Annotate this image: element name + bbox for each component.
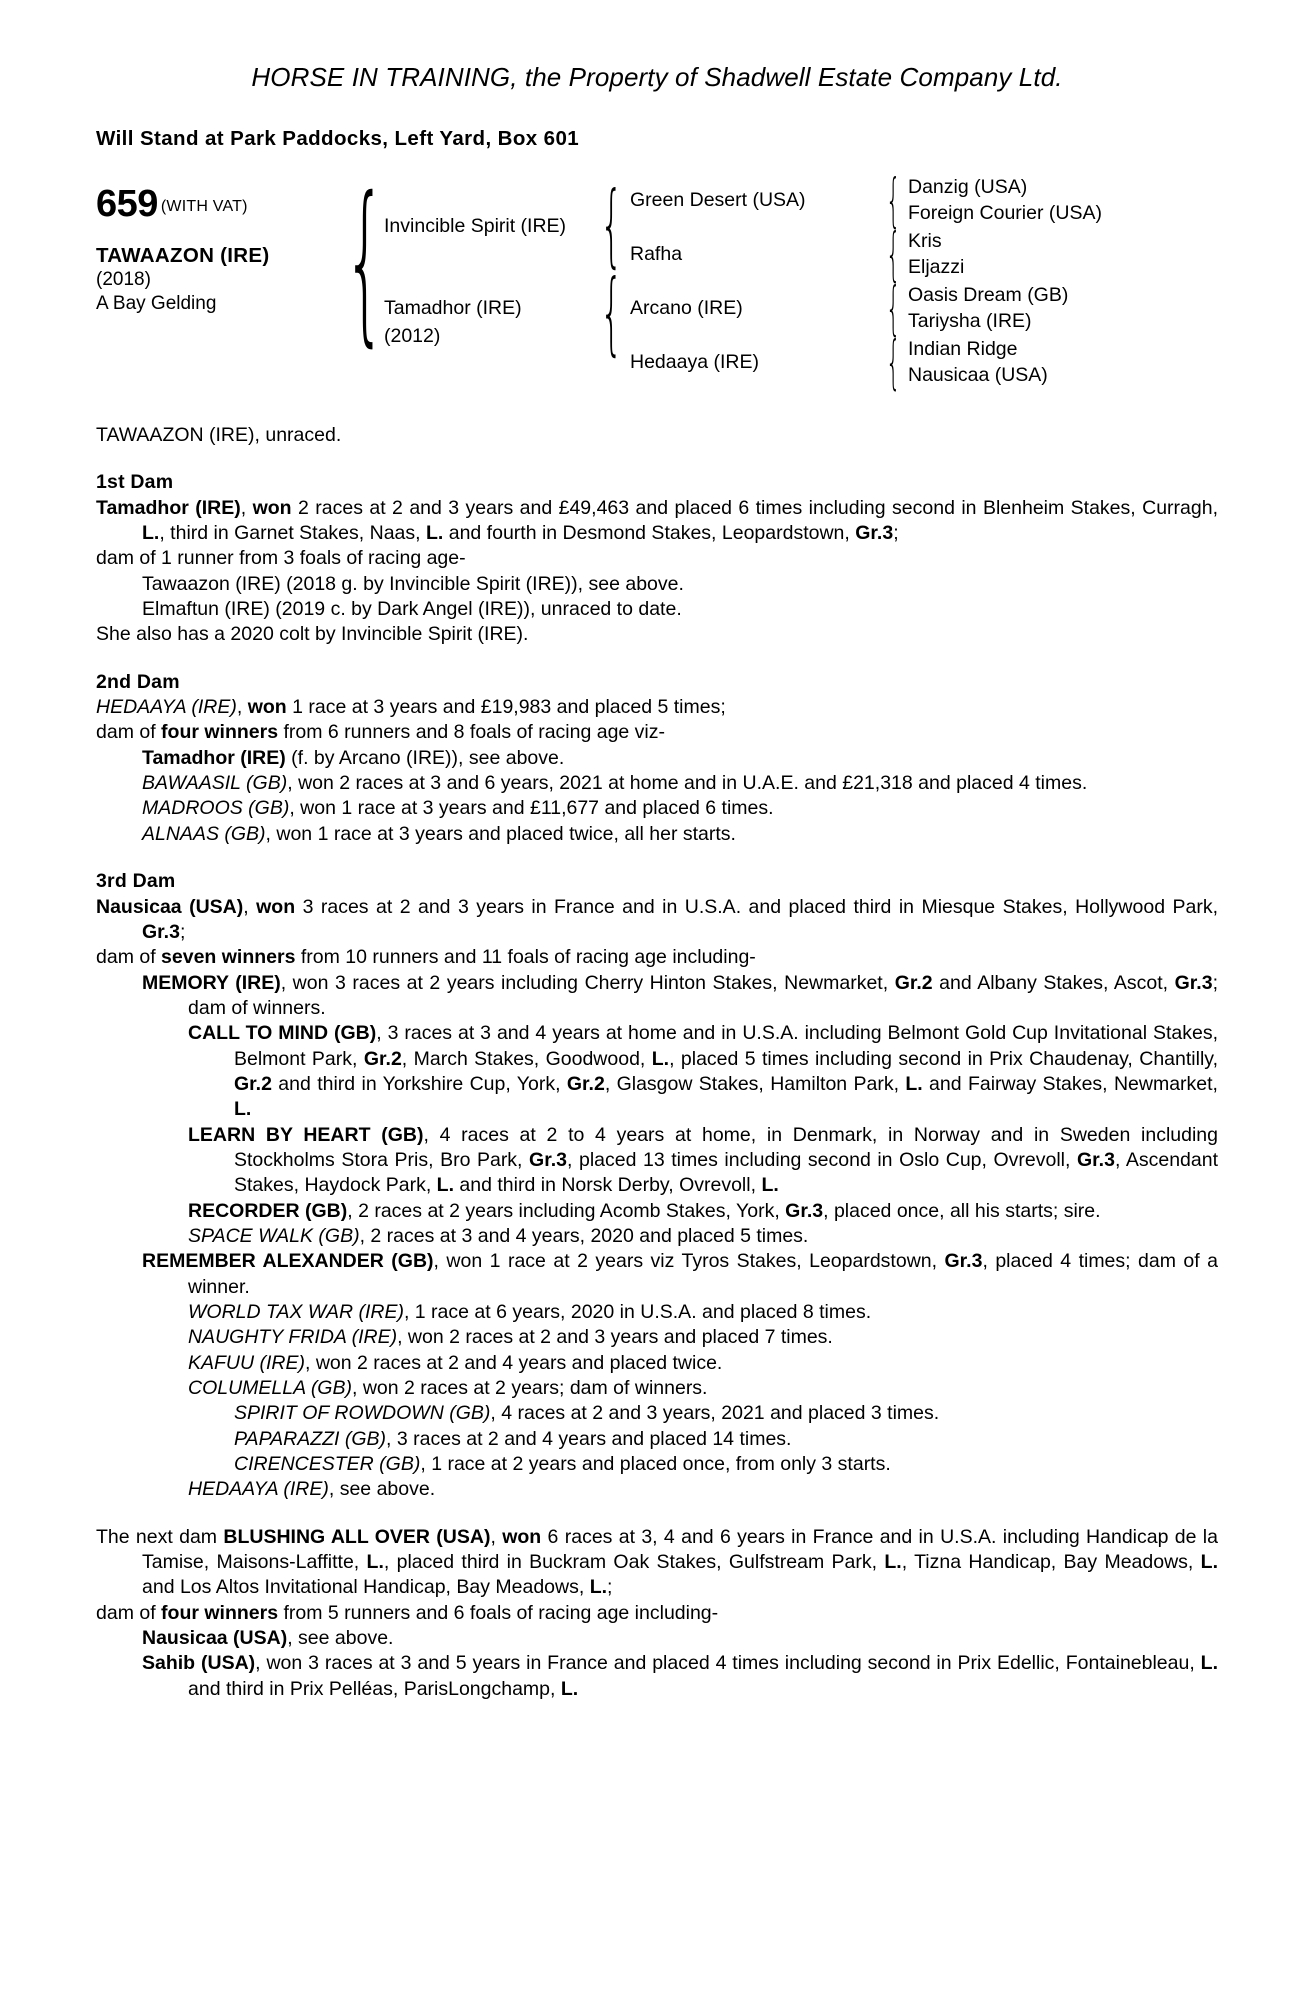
sire-name: Invincible Spirit (IRE) <box>384 215 567 237</box>
gp-5: Oasis Dream (GB) <box>908 284 1069 306</box>
first-dam-line: Elmaftun (IRE) (2019 c. by Dark Angel (IRE)), unraced to date. <box>142 598 682 621</box>
next-dam-line: The next dam BLUSHING ALL OVER (USA), won 6 races at 3, 4 and 6 years in France and in U.S.A. including Handicap de la Tamise, Maisons-Laffitte, L., placed third in Buckram Oak Stakes, Gulfstream Park, L., Tizna Handicap, Bay Meadows, L. and Los Altos Invitational Handicap, Bay Meadows, L.; <box>96 1525 1218 1599</box>
brace-main: { <box>344 161 386 364</box>
dam-year: (2012) <box>384 325 441 347</box>
third-dam-line: REMEMBER ALEXANDER (GB), won 1 race at 2 years viz Tyros Stakes, Leopardstown, Gr.3, placed 4 times; dam of a winner. <box>142 1250 1218 1298</box>
third-dam-line: SPACE WALK (GB), 2 races at 3 and 4 years, 2020 and placed 5 times. <box>188 1224 809 1247</box>
page-title: HORSE IN TRAINING, the Property of Shadwell Estate Company Ltd. <box>251 62 1063 92</box>
next-dam-line: Sahib (USA), won 3 races at 3 and 5 years in France and placed 4 times including second in Prix Edellic, Fontainebleau, L. and third in Prix Pelléas, ParisLongchamp, L. <box>142 1652 1219 1700</box>
third-dam-line: PAPARAZZI (GB), 3 races at 2 and 4 years and placed 14 times. <box>234 1427 792 1450</box>
gp-1: Danzig (USA) <box>908 176 1028 198</box>
pedigree-notes <box>96 423 1218 1702</box>
second-dam-line: MADROOS (GB), won 1 race at 3 years and £11,677 and placed 6 times. <box>142 797 774 820</box>
first-dam-line: Tawaazon (IRE) (2018 g. by Invincible Spirit (IRE)), see above. <box>142 572 684 595</box>
pedigree-diagram <box>96 161 1218 396</box>
stand-location-line: Will Stand at Park Paddocks, Left Yard, Box 601 <box>96 127 580 150</box>
horse-year: (2018) <box>96 269 151 290</box>
third-dam-line: SPIRIT OF ROWDOWN (GB), 4 races at 2 and 3 years, 2021 and placed 3 times. <box>234 1402 940 1425</box>
first-dam-heading: 1st Dam <box>96 471 174 494</box>
third-dam-line: NAUGHTY FRIDA (IRE), won 2 races at 2 and 3 years and placed 7 times. <box>188 1326 833 1349</box>
first-dam-line: She also has a 2020 colt by Invincible Spirit (IRE). <box>96 623 529 646</box>
sire-dam-name: Rafha <box>630 243 683 265</box>
brace-dam: { <box>600 259 623 365</box>
brace-sire: { <box>600 171 623 277</box>
horse-description: A Bay Gelding <box>96 292 217 314</box>
lot-number: 659 <box>96 183 158 225</box>
brace-g1: { <box>886 166 901 234</box>
lot-summary <box>96 183 326 316</box>
horse-name: TAWAAZON (IRE) <box>96 244 270 267</box>
dam-dam-name: Hedaaya (IRE) <box>630 351 759 373</box>
pedigree-column-great-grandparents <box>908 176 1208 386</box>
third-dam-line: Nausicaa (USA), won 3 races at 2 and 3 years in France and in U.S.A. and placed third in Miesque Stakes, Hollywood Park, Gr.3; <box>96 895 1218 943</box>
third-dam-line: CALL TO MIND (GB), 3 races at 3 and 4 years at home and in U.S.A. including Belmont Gold Cup Invitational Stakes, Belmont Park, Gr.2, March Stakes, Goodwood, L., placed 5 times including second in Prix Chaudenay, Chantilly, Gr.2 and third in Yorkshire Cup, York, Gr.2, Glasgow Stakes, Hamilton Park, L. and Fairway Stakes, Newmarket, L. <box>188 1022 1218 1121</box>
brace-g4: { <box>886 328 901 396</box>
intro-line: TAWAAZON (IRE), unraced. <box>96 424 342 446</box>
third-dam-line: KAFUU (IRE), won 2 races at 2 and 4 years and placed twice. <box>188 1351 723 1374</box>
next-dam-line: dam of four winners from 5 runners and 6 foals of racing age including- <box>96 1601 719 1624</box>
second-dam-line: Tamadhor (IRE) (f. by Arcano (IRE)), see above. <box>142 746 565 769</box>
pedigree-column-parents <box>384 171 624 381</box>
second-dam-line: BAWAASIL (GB), won 2 races at 3 and 6 years, 2021 at home and in U.A.E. and £21,318 and placed 4 times. <box>142 772 1088 795</box>
third-dam-line: dam of seven winners from 10 runners and 11 foals of racing age including- <box>96 946 756 969</box>
third-dam-line: CIRENCESTER (GB), 1 race at 2 years and placed once, from only 3 starts. <box>234 1453 891 1476</box>
second-dam-line: dam of four winners from 6 runners and 8 foals of racing age viz- <box>96 721 666 744</box>
second-dam-line: ALNAAS (GB), won 1 race at 3 years and placed twice, all her starts. <box>142 822 736 845</box>
pedigree-column-grandparents <box>630 181 890 381</box>
third-dam-line: WORLD TAX WAR (IRE), 1 race at 6 years, 2020 in U.S.A. and placed 8 times. <box>188 1301 872 1323</box>
sire-sire-name: Green Desert (USA) <box>630 189 806 211</box>
third-dam-line: COLUMELLA (GB), won 2 races at 2 years; dam of winners. <box>188 1377 708 1400</box>
dam-name: Tamadhor (IRE) <box>384 297 522 319</box>
third-dam-line: MEMORY (IRE), won 3 races at 2 years including Cherry Hinton Stakes, Newmarket, Gr.2 and Albany Stakes, Ascot, Gr.3; dam of winners. <box>142 971 1218 1019</box>
gp-8: Nausicaa (USA) <box>908 364 1048 386</box>
vat-note: (WITH VAT) <box>160 198 248 215</box>
gp-6: Tariysha (IRE) <box>908 310 1032 332</box>
brace-g3: { <box>886 274 901 342</box>
first-dam-line: Tamadhor (IRE), won 2 races at 2 and 3 years and £49,463 and placed 6 times including second in Blenheim Stakes, Curragh, L., third in Garnet Stakes, Naas, L. and fourth in Desmond Stakes, Leopardstown, Gr.3; <box>96 496 1218 545</box>
brace-g2: { <box>886 220 901 288</box>
second-dam-heading: 2nd Dam <box>96 670 180 693</box>
next-dam-line: Nausicaa (USA), see above. <box>142 1627 394 1650</box>
third-dam-line: RECORDER (GB), 2 races at 2 years including Acomb Stakes, York, Gr.3, placed once, all his starts; sire. <box>188 1199 1101 1222</box>
gp-7: Indian Ridge <box>908 338 1018 360</box>
third-dam-line: HEDAAYA (IRE), see above. <box>188 1478 436 1501</box>
first-dam-line: dam of 1 runner from 3 foals of racing age- <box>96 547 466 570</box>
third-dam-heading: 3rd Dam <box>96 870 176 893</box>
third-dam-line: LEARN BY HEART (GB), 4 races at 2 to 4 years at home, in Denmark, in Norway and in Sweden including Stockholms Stora Pris, Bro Park, Gr.3, placed 13 times including second in Oslo Cup, Ovrevoll, Gr.3, Ascendant Stakes, Haydock Park, L. and third in Norsk Derby, Ovrevoll, L. <box>188 1123 1218 1197</box>
gp-4: Eljazzi <box>908 256 965 278</box>
second-dam-line: HEDAAYA (IRE), won 1 race at 3 years and £19,983 and placed 5 times; <box>96 696 726 719</box>
dam-sire-name: Arcano (IRE) <box>630 297 743 319</box>
gp-3: Kris <box>908 230 942 252</box>
gp-2: Foreign Courier (USA) <box>908 202 1102 224</box>
